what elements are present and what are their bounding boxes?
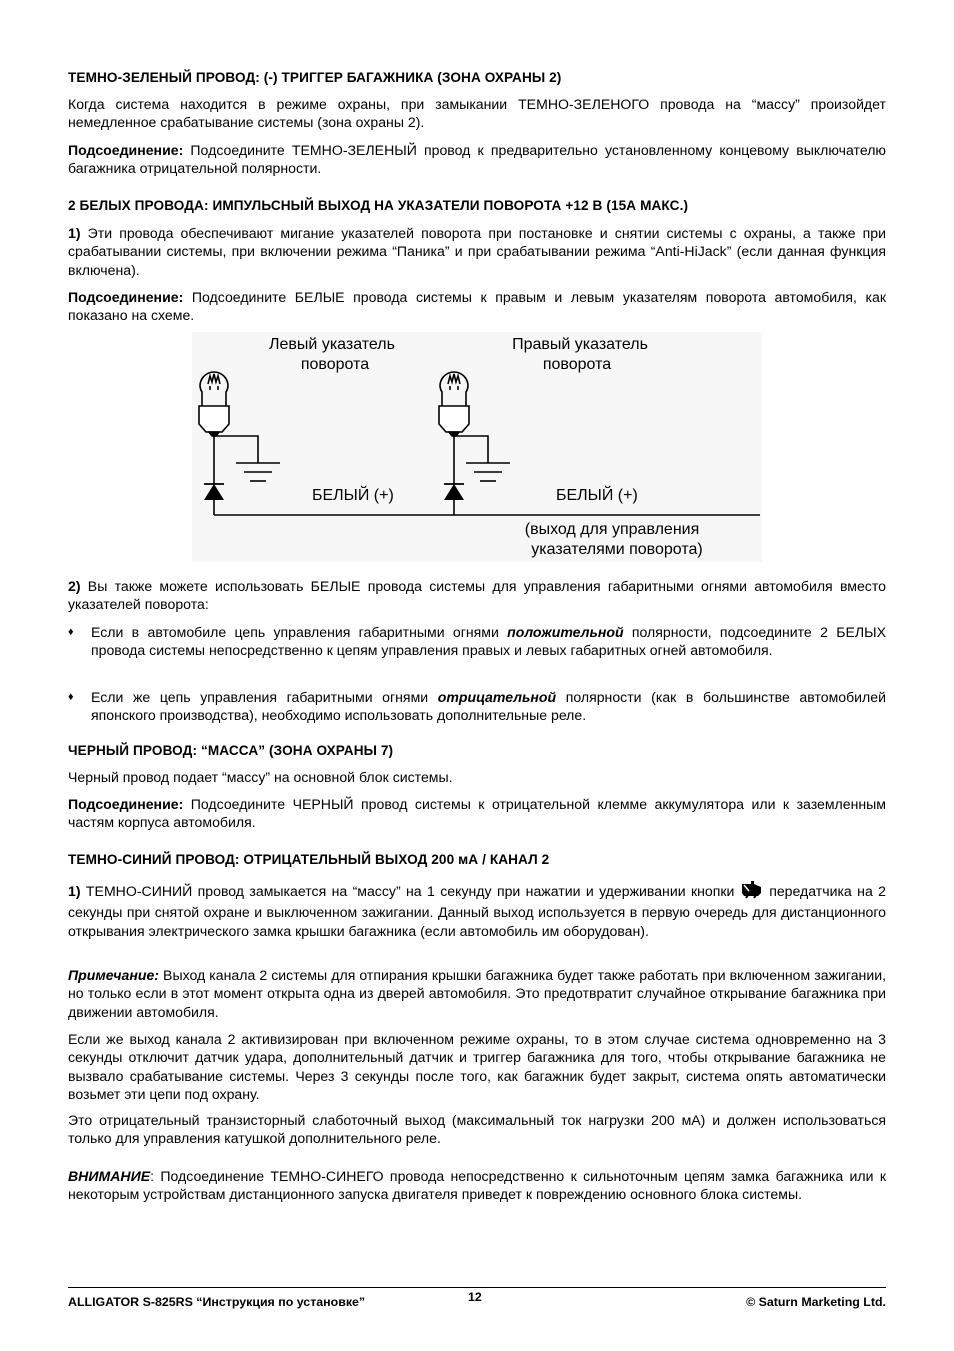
item-number: 1)	[68, 225, 81, 241]
diode-left-icon	[204, 484, 224, 515]
paragraph-1	[68, 224, 886, 279]
connection-paragraph	[68, 141, 886, 178]
left-bulb-icon	[199, 372, 229, 436]
note-paragraph	[68, 966, 886, 1021]
paragraph-text: Вы также можете использовать БЕЛЫЕ провода системы для управления габаритными огнями автомобиля вместо указателей поворота:	[68, 578, 886, 613]
left-indicator-label-2: поворота	[300, 356, 370, 373]
bullet-text: Если же цепь управления габаритными огнями	[91, 689, 438, 705]
section-heading-dark-green-wire: ТЕМНО-ЗЕЛЕНЫЙ ПРОВОД: (-) ТРИГГЕР БАГАЖНИКА (ЗОНА ОХРАНЫ 2)	[68, 70, 562, 85]
paragraph-3: Это отрицательный транзисторный слаботочный выход (максимальный ток нагрузки 200 мА) и должен использоваться только для управления катушкой дополнительного реле.	[68, 1112, 886, 1147]
paragraph-2: Если же выход канала 2 активизирован при включенном режиме охраны, то в этом случае система одновременно на 3 секунды отключит датчик удара, дополнительный датчик и триггер багажника для того, чтобы открывание багажника не вызвало срабатывание системы. Через 3 секунды после того, как багажник будет закрыт, система опять автоматически возьмет эти цепи под охрану.	[68, 1031, 886, 1103]
bullet-text: полярности (как в большинстве автомобилей японского производства), необходимо использовать дополнительные реле.	[91, 689, 886, 724]
paragraph: Когда система находится в режиме охраны, при замыкании ТЕМНО-ЗЕЛЕНОГО провода на “массу” произойдет немедленное срабатывание системы (зона охраны 2).	[68, 96, 886, 131]
item-number: 2)	[68, 578, 81, 594]
section-heading-white-wires: 2 БЕЛЫХ ПРОВОДА: ИМПУЛЬСНЫЙ ВЫХОД НА УКАЗАТЕЛИ ПОВОРОТА +12 В (15А МАКС.)	[68, 198, 689, 213]
connection-text: Подсоедините ЧЕРНЫЙ провод системы к отрицательной клемме аккумулятора или к заземленным частям корпуса автомобиля.	[68, 796, 886, 831]
connection-text: Подсоедините БЕЛЫЕ провода системы к правым и левым указателям поворота автомобиля, как показано на схеме.	[68, 289, 886, 324]
warning-text: : Подсоединение ТЕМНО-СИНЕГО провода непосредственно к сильноточным цепям замка багажника или к некоторым устройствам дистанционного запуска двигателя приведет к повреждению основного блока системы.	[68, 1168, 886, 1203]
emphasis-negative: отрицательной	[437, 689, 557, 705]
connection-label: Подсоединение:	[68, 289, 184, 305]
connection-label: Подсоединение:	[68, 142, 184, 158]
paragraph-2	[68, 577, 886, 614]
footer-divider	[68, 1287, 886, 1288]
ground-symbol-left-icon	[236, 463, 280, 481]
page-footer	[68, 1287, 886, 1327]
right-indicator-label-1: Правый указатель	[512, 336, 648, 353]
diode-right-icon	[444, 484, 464, 515]
note-label: Примечание:	[68, 967, 159, 983]
paragraph-text: передатчика на 2 секунды при снятой охране и выключенном зажигании. Данный выход используется в первую очередь для дистанционного открывания электрического замка крышки багажника (если автомобиль им оборудован).	[68, 883, 886, 939]
output-label-1: (выход для управления	[524, 521, 700, 538]
paragraph-text: Эти провода обеспечивают мигание указателей поворота при постановке и снятии системы с охраны, а также при срабатывании системы, при включении режима “Паника” и при срабатывании режима “Anti-HiJack” (если данная функция включена).	[68, 225, 886, 278]
connection-paragraph	[68, 795, 886, 832]
bullet-text: Если в автомобиле цепь управления габаритными огнями	[91, 624, 508, 640]
note-text: Выход канала 2 системы для отпирания крышки багажника будет также работать при включенном зажигании, но только если в этот момент открыта одна из дверей автомобиля. Это предотвратит случайное открывание багажника при движении автомобиля.	[68, 967, 886, 1020]
section-heading-black-wire: ЧЕРНЫЙ ПРОВОД: “МАССА” (ЗОНА ОХРАНЫ 7)	[68, 743, 394, 758]
bullet-text: полярности, подсоедините 2 БЕЛЫХ провода системы непосредственно к цепям управления правых и левых габаритных огней автомобиля.	[91, 624, 886, 659]
footer-document-title: ALLIGATOR S-825RS “Инструкция по установке”	[68, 1295, 366, 1309]
warning-label: ВНИМАНИЕ	[68, 1168, 151, 1184]
wiring-diagram	[192, 332, 762, 562]
connection-text: Подсоедините ТЕМНО-ЗЕЛЕНЫЙ провод к предварительно установленному концевому выключателю багажника отрицательной полярности.	[68, 142, 886, 177]
output-label-2: указателями поворота)	[531, 541, 703, 558]
section-heading-dark-blue-wire: ТЕМНО-СИНИЙ ПРОВОД: ОТРИЦАТЕЛЬНЫЙ ВЫХОД 200 мА / КАНАЛ 2	[68, 852, 550, 867]
left-indicator-label-1: Левый указатель	[269, 336, 395, 353]
paragraph-1	[68, 881, 886, 940]
paragraph-text: ТЕМНО-СИНИЙ провод замыкается на “массу” на 1 секунду при нажатии и удерживании кнопки	[80, 883, 740, 899]
wire-label-left: БЕЛЫЙ (+)	[312, 487, 394, 504]
ground-symbol-right-icon	[466, 463, 510, 481]
right-bulb-icon	[439, 372, 469, 436]
connection-label: Подсоединение:	[68, 796, 184, 812]
warning-paragraph	[68, 1167, 886, 1204]
footer-copyright: © Saturn Marketing Ltd.	[746, 1295, 886, 1309]
trunk-button-icon	[740, 881, 764, 903]
diamond-bullet-icon: ♦	[68, 691, 74, 703]
emphasis-positive: положительной	[507, 624, 624, 640]
right-indicator-label-2: поворота	[542, 356, 612, 373]
diamond-bullet-icon: ♦	[68, 626, 74, 638]
wire-label-right: БЕЛЫЙ (+)	[556, 487, 638, 504]
item-number: 1)	[68, 883, 81, 899]
connection-paragraph	[68, 288, 886, 325]
page-number: 12	[468, 1290, 482, 1304]
paragraph: Черный провод подает “массу” на основной блок системы.	[68, 769, 453, 785]
